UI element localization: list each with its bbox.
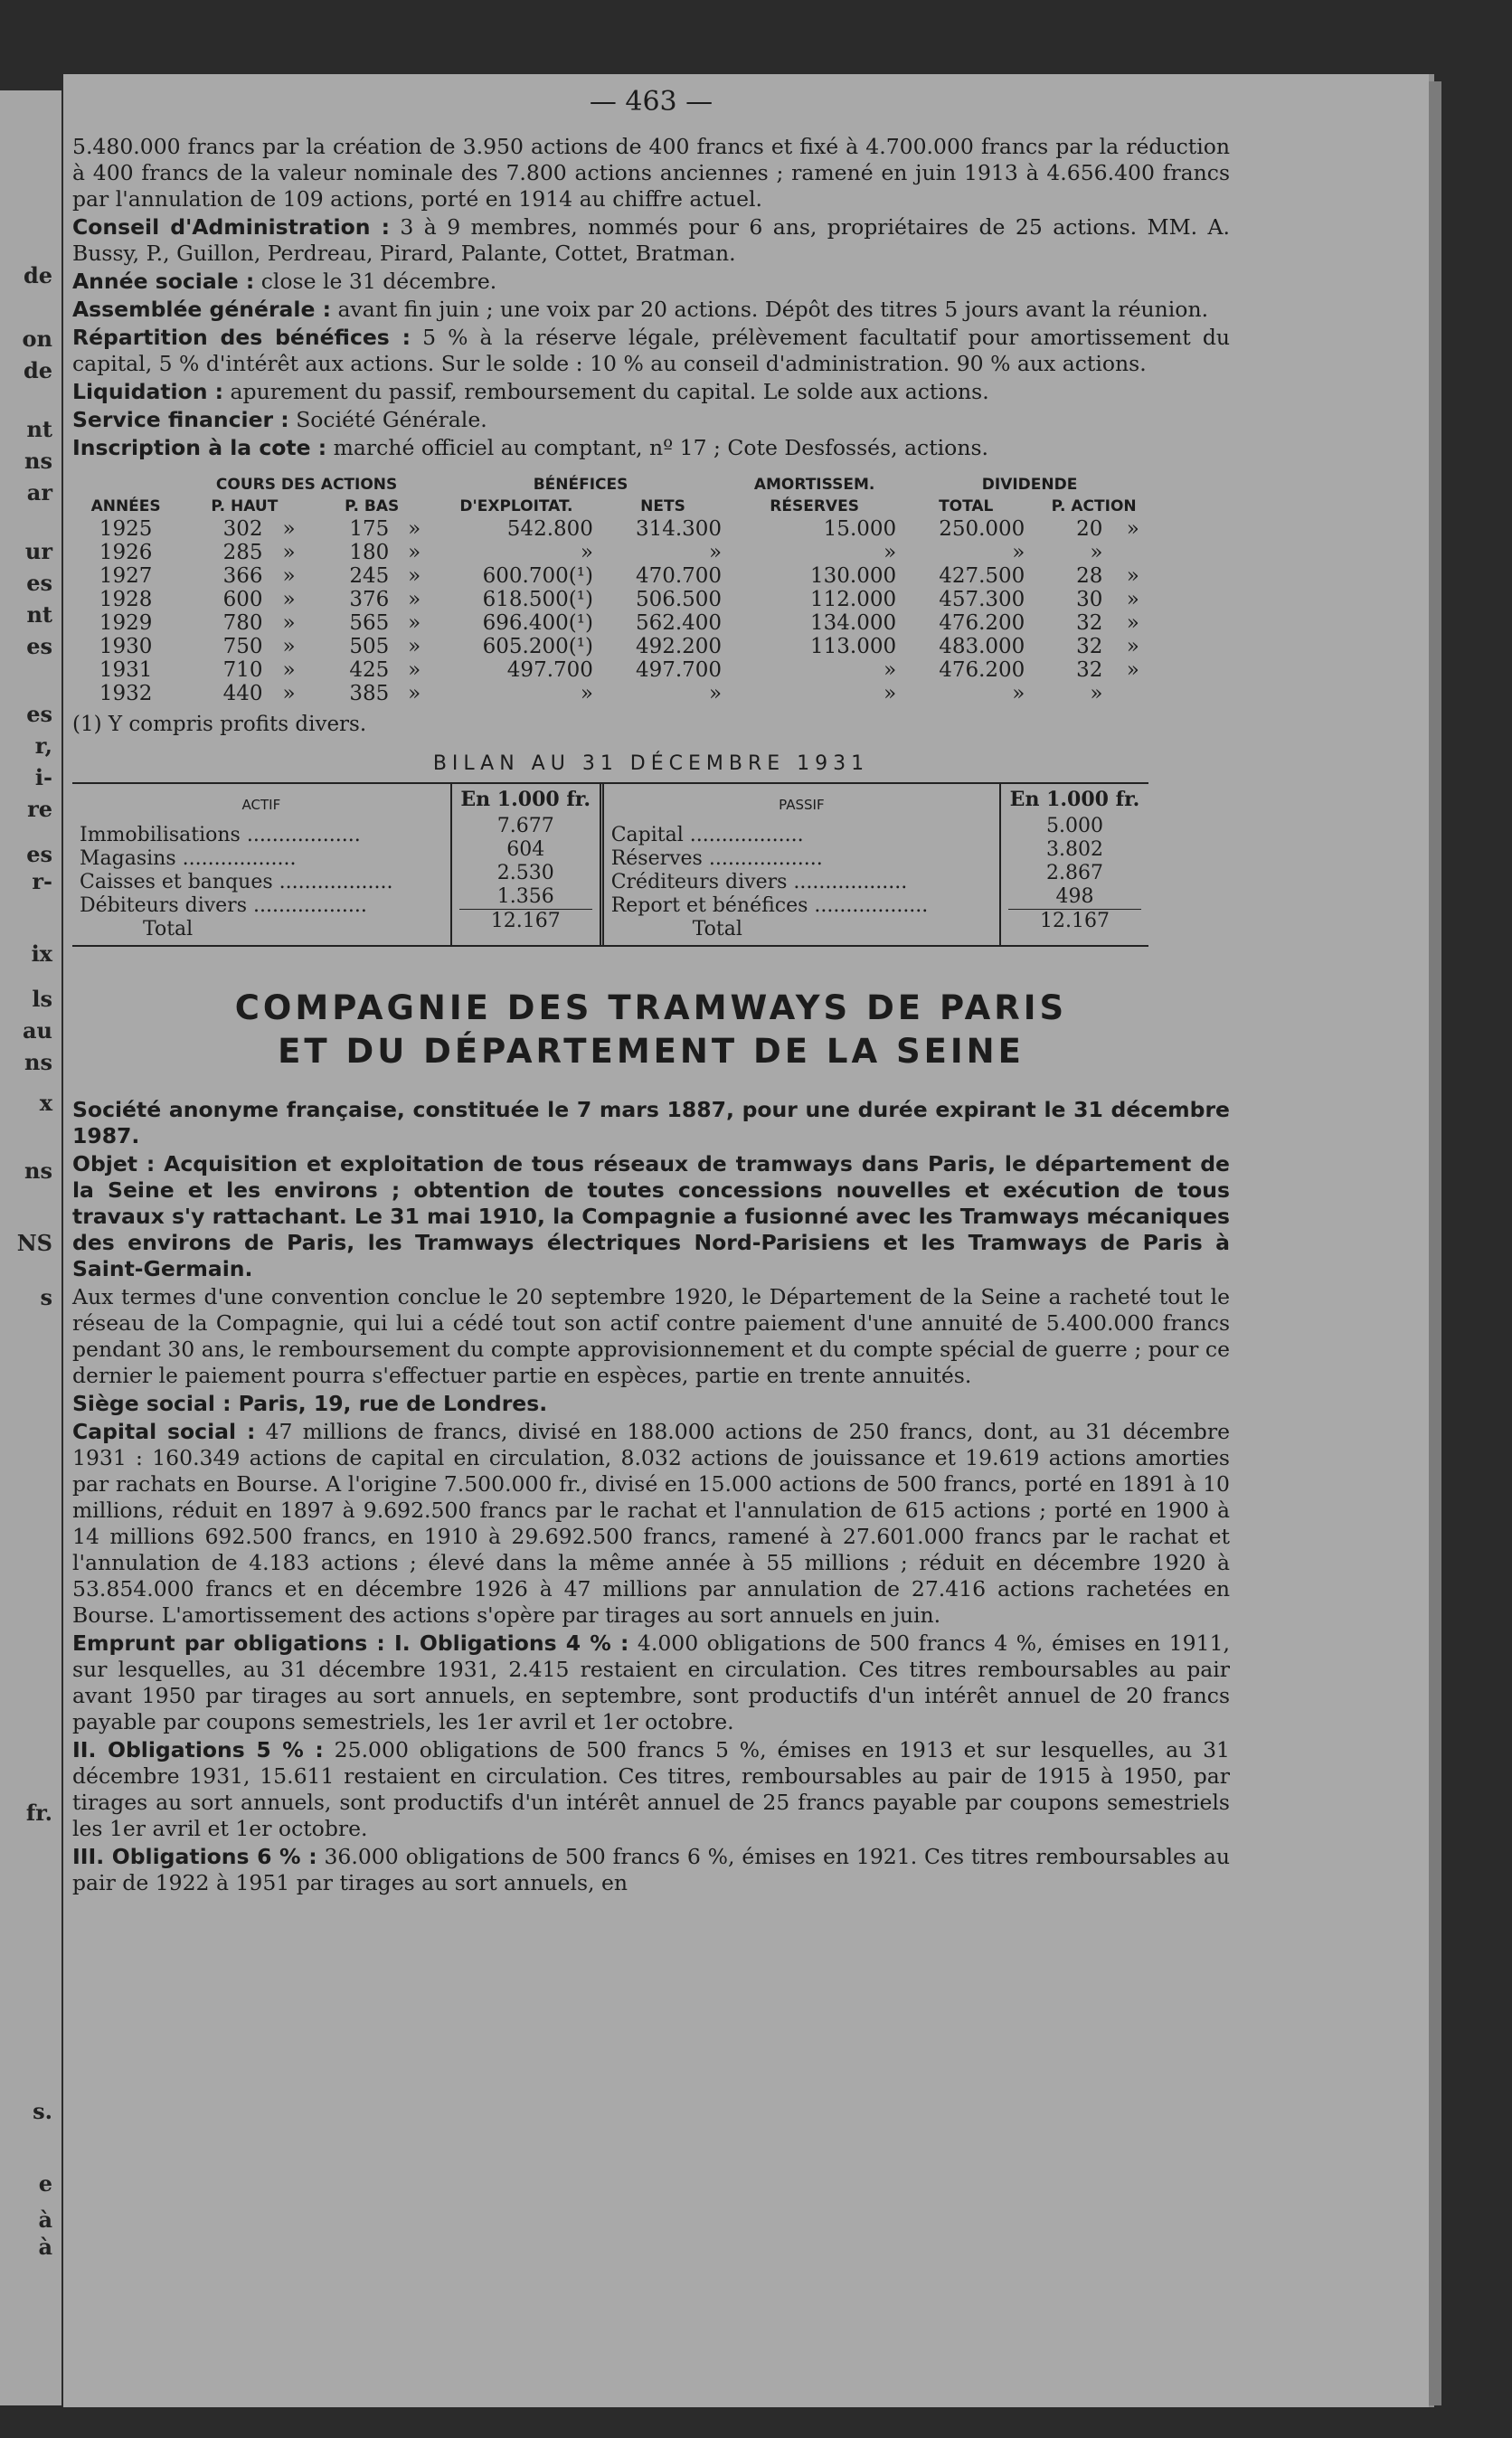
table-cell: 28 xyxy=(1076,564,1103,588)
paragraph-label: Service financier : xyxy=(72,407,289,432)
table-cell: » xyxy=(709,541,723,564)
actif-item-value: 604 xyxy=(506,838,545,861)
paragraph-label: III. Obligations 6 % : xyxy=(72,1844,317,1869)
table-cell: » xyxy=(580,682,593,705)
paragraph-label: Inscription à la cote : xyxy=(72,435,327,460)
table-cell: 600 xyxy=(222,588,263,611)
paragraph-label: Capital social : xyxy=(72,1419,256,1444)
actif-heading: ACTIF xyxy=(241,797,281,813)
paragraph xyxy=(72,407,1230,433)
paragraph-text: 36.000 obligations de 500 francs 6 %, émises en 1921. Ces titres remboursables au pair de 1922 à 1951 par tirages au sort annuels, en xyxy=(72,1844,1230,1895)
paragraph-label: Liquidation : xyxy=(72,379,224,404)
paragraph xyxy=(72,435,1230,461)
passif-item-label: Réserves .................. xyxy=(610,847,823,870)
table-cell: » xyxy=(282,588,296,611)
table-cell: » xyxy=(282,635,296,658)
table-cell: » xyxy=(282,564,296,588)
col-nets: NETS xyxy=(640,497,685,515)
left-page-fragment: re xyxy=(27,796,52,822)
table-cell: 250.000 xyxy=(939,517,1025,541)
paragraph-text: 25.000 obligations de 500 francs 5 %, émises en 1913 et sur lesquelles, au 31 décembre 1931, 15.611 restaient en circulation. Ces titres, remboursables au pair de 1915 à 1950, par tirages au sort annuels, sont productifs d'un intérêt annuel de 25 francs payable par coupons semestriels les 1er avril et 1er octobre. xyxy=(72,1737,1230,1841)
table-cell: 618.500(¹) xyxy=(482,588,593,611)
table-row xyxy=(72,658,1158,682)
col-annees: ANNÉES xyxy=(90,497,161,515)
page-edge xyxy=(1429,81,1441,2405)
left-page-fragment: on xyxy=(22,326,52,352)
left-page-fragment: s xyxy=(40,1284,52,1310)
actif-item-value: 2.530 xyxy=(496,862,554,884)
table-cell: 32 xyxy=(1076,658,1103,682)
table-cell: » xyxy=(1126,611,1139,635)
passif-item-value: 498 xyxy=(1055,885,1094,908)
passif-item-label: Capital .................. xyxy=(610,824,804,846)
paragraph xyxy=(72,269,1230,295)
table-cell: » xyxy=(1126,564,1139,588)
table-cell: 710 xyxy=(222,658,263,682)
paragraph-text: 47 millions de francs, divisé en 188.000 actions de 250 francs, dont, au 31 décembre 1931 : 160.349 actions de capital en circulation, 8.032 actions de jouissance et 19.619 actions amorties par rachats en Bourse. A l'origine 7.500.000 fr., divisé en 15.000 actions de 500 francs, porté en 1891 à 10 millions, réduit en 1897 à 9.692.500 francs par le rachat et l'annulation de 615 actions ; porté en 1900 à 14 millions 692.500 francs, en 1910 à 29.692.500 francs, ramené à 27.601.000 francs par le rachat et l'annulation de 4.183 actions ; élevé dans la même année à 55 millions ; réduit en décembre 1920 à 53.854.000 francs et en décembre 1926 à 47 millions par annulation de 27.416 actions rachetées en Bourse. L'amortissement des actions s'opère par tirages au sort annuels en juin. xyxy=(72,1419,1230,1628)
passif-item-value: 2.867 xyxy=(1046,862,1103,884)
paragraph-text: close le 31 décembre. xyxy=(254,269,497,294)
table-cell: 112.000 xyxy=(810,588,897,611)
left-page-fragment: de xyxy=(23,262,52,288)
table-cell: » xyxy=(1090,682,1103,705)
left-page-fragment: nt xyxy=(26,416,52,442)
group-amort: AMORTISSEM. xyxy=(753,476,875,494)
left-page-fragment: au xyxy=(23,1017,52,1044)
table-cell: 30 xyxy=(1076,588,1103,611)
paragraph-text: Société Générale. xyxy=(288,407,487,432)
table-cell: » xyxy=(884,541,897,564)
paragraph-label: Siège social : xyxy=(72,1391,232,1416)
left-page-fragment: x xyxy=(39,1090,52,1116)
left-page-fragment: ar xyxy=(26,479,52,506)
table-row xyxy=(72,588,1158,611)
table-cell: » xyxy=(884,658,897,682)
table-row xyxy=(72,517,1158,541)
table-cell: » xyxy=(408,517,421,541)
passif-item-value: 3.802 xyxy=(1046,838,1103,861)
balance-sheet xyxy=(72,782,1148,947)
actif-item-label: Caisses et banques .................. xyxy=(80,871,393,893)
col-pbas: P. BAS xyxy=(345,497,400,515)
left-page-fragment: ls xyxy=(32,986,52,1012)
left-page-fragment: ix xyxy=(31,940,52,967)
table-cell: 750 xyxy=(222,635,263,658)
table-cell: 506.500 xyxy=(635,588,723,611)
paragraph-label: Emprunt par obligations : I. Obligations 4 % : xyxy=(72,1630,629,1656)
table-cell: 696.400(¹) xyxy=(482,611,593,635)
table-cell: 302 xyxy=(222,517,263,541)
col-reserves: RÉSERVES xyxy=(770,497,859,515)
table-cell: » xyxy=(884,682,897,705)
table-cell: 565 xyxy=(349,611,390,635)
paragraph-label: Objet : xyxy=(72,1151,156,1176)
table-row xyxy=(72,564,1158,588)
table-cell: » xyxy=(408,564,421,588)
left-page-fragment: es xyxy=(26,633,52,659)
paragraph-label: II. Obligations 5 % : xyxy=(72,1737,324,1762)
left-page-fragment: s. xyxy=(33,2098,52,2124)
table-cell: 780 xyxy=(222,611,263,635)
actif-total-label: Total xyxy=(143,918,194,940)
actif-item-value: 7.677 xyxy=(496,815,554,837)
paragraph xyxy=(72,134,1230,213)
table-cell: 113.000 xyxy=(810,635,897,658)
paragraph-label: Conseil d'Administration : xyxy=(72,214,390,240)
paragraph xyxy=(72,1844,1230,1896)
col-phaut: P. HAUT xyxy=(211,497,279,515)
actif-values-column xyxy=(450,784,600,945)
left-page-fragment: e xyxy=(38,2170,52,2197)
table-cell: 15.000 xyxy=(823,517,897,541)
actif-item-label: Débiteurs divers .................. xyxy=(80,894,367,917)
table-cell: 314.300 xyxy=(635,517,723,541)
table-cell: 1928 xyxy=(99,588,153,611)
table-cell: » xyxy=(580,541,593,564)
table-row xyxy=(72,611,1158,635)
left-page-fragment: es xyxy=(26,570,52,596)
actif-item-label: Magasins .................. xyxy=(80,847,297,870)
group-cours: COURS DES ACTIONS xyxy=(215,476,398,494)
heading-line-2: ET DU DÉPARTEMENT DE LA SEINE xyxy=(278,1032,1025,1071)
table-cell: » xyxy=(408,611,421,635)
paragraph xyxy=(72,297,1230,323)
left-page-fragment: r- xyxy=(32,868,52,894)
left-page-fragment: NS xyxy=(16,1230,52,1256)
left-page-fragment: fr. xyxy=(25,1800,52,1826)
passif-total-label: Total xyxy=(692,918,742,940)
left-page-fragment: es xyxy=(26,701,52,727)
col-exploitat: D'EXPLOITAT. xyxy=(459,497,573,515)
table-cell: 376 xyxy=(349,588,390,611)
left-page-fragment: à xyxy=(38,2206,52,2233)
table-cell: » xyxy=(282,517,296,541)
left-page-fragment: ur xyxy=(24,538,52,564)
company-info-top xyxy=(72,134,1230,461)
passif-column xyxy=(600,784,999,945)
table-cell: » xyxy=(282,682,296,705)
page-number: — 463 — xyxy=(589,86,713,118)
table-cell: 385 xyxy=(349,682,390,705)
table-header xyxy=(72,496,1158,517)
table-cell: 1927 xyxy=(99,564,153,588)
table-cell: » xyxy=(282,658,296,682)
table-cell: » xyxy=(282,611,296,635)
passif-item-value: 5.000 xyxy=(1046,815,1103,837)
table-cell: 605.200(¹) xyxy=(482,635,593,658)
company-info-bottom xyxy=(72,1097,1230,1896)
table-cell: 285 xyxy=(222,541,263,564)
passif-item-label: Créditeurs divers .................. xyxy=(610,871,908,893)
actif-item-label: Immobilisations .................. xyxy=(80,824,361,846)
table-cell: » xyxy=(1090,541,1103,564)
table-cell xyxy=(1108,541,1158,564)
table-cell: 427.500 xyxy=(939,564,1025,588)
paragraph-text: apurement du passif, remboursement du capital. Le solde aux actions. xyxy=(223,379,989,404)
col-paction: P. ACTION xyxy=(1051,497,1137,515)
table-cell: 483.000 xyxy=(939,635,1025,658)
adjacent-page-strip xyxy=(0,90,61,2405)
passif-total-value: 12.167 xyxy=(1008,909,1141,932)
table-cell: 600.700(¹) xyxy=(482,564,593,588)
table-cell: 470.700 xyxy=(635,564,723,588)
paragraph xyxy=(72,1630,1230,1735)
table-row xyxy=(72,635,1158,658)
table-cell: 1932 xyxy=(99,682,153,705)
table-cell: 425 xyxy=(349,658,390,682)
table-cell: » xyxy=(1012,682,1025,705)
table-cell: » xyxy=(709,682,723,705)
actif-item-value: 1.356 xyxy=(496,885,554,908)
passif-heading: PASSIF xyxy=(779,797,825,813)
col-total: TOTAL xyxy=(939,497,994,515)
paragraph xyxy=(72,1151,1230,1282)
table-cell: » xyxy=(1012,541,1025,564)
table-cell: » xyxy=(1126,658,1139,682)
paragraph xyxy=(72,325,1230,377)
left-page-fragment: r, xyxy=(34,732,52,759)
paragraph-text: Paris, 19, rue de Londres. xyxy=(231,1391,548,1416)
group-dividende: DIVIDENDE xyxy=(981,476,1078,494)
table-cell: » xyxy=(408,635,421,658)
left-page-fragment: nt xyxy=(26,601,52,628)
table-cell: 1929 xyxy=(99,611,153,635)
paragraph-text: 5 % à la réserve légale, prélèvement facultatif pour amortissement du capital, 5 % d'intérêt aux actions. Sur le solde : 10 % au conseil d'administration. 90 % aux actions. xyxy=(72,325,1230,376)
table-cell: 32 xyxy=(1076,611,1103,635)
paragraph-label: Année sociale : xyxy=(72,269,255,294)
passif-values-column xyxy=(999,784,1148,945)
table-cell: 1931 xyxy=(99,658,153,682)
paragraph xyxy=(72,1419,1230,1629)
heading-line-1: COMPAGNIE DES TRAMWAYS DE PARIS xyxy=(234,988,1068,1027)
table-row xyxy=(72,541,1158,564)
table-cell: » xyxy=(408,682,421,705)
left-page-fragment: es xyxy=(26,841,52,867)
table-cell: 497.700 xyxy=(635,658,723,682)
paragraph xyxy=(72,1737,1230,1842)
actif-column xyxy=(72,784,450,945)
table-cell: » xyxy=(408,658,421,682)
passif-item-label: Report et bénéfices .................. xyxy=(610,894,929,917)
table-cell: » xyxy=(282,541,296,564)
table-cell: 497.700 xyxy=(506,658,593,682)
paragraph xyxy=(72,1391,1230,1417)
table-cell: 476.200 xyxy=(939,658,1025,682)
table-cell: » xyxy=(408,541,421,564)
paragraph xyxy=(72,379,1230,405)
paragraph-text: Acquisition et exploitation de tous réseaux de tramways dans Paris, le département de la Seine et les environs ; obtention de toutes concessions nouvelles et exécution de tous travaux s'y rattachant. Le 31 mai 1910, la Compagnie a fusionné avec les Tramways mécaniques des environs de Paris, les Tramways électriques Nord-Parisiens et les Tramways de Paris à Saint-Germain. xyxy=(72,1151,1230,1281)
table-cell: 1925 xyxy=(99,517,153,541)
paragraph xyxy=(72,1284,1230,1389)
table-cell: 1930 xyxy=(99,635,153,658)
paragraph-text: Aux termes d'une convention conclue le 20 septembre 1920, le Département de la Seine a racheté tout le réseau de la Compagnie, qui lui a cédé tout son actif contre paiement d'une annuité de 5.400.000 francs pendant 30 ans, le remboursement du compte approvisionnement et du compte spécial de guerre ; pour ce dernier le paiement pourra s'effectuer partie en espèces, partie en trente annuités. xyxy=(72,1284,1230,1388)
table-row xyxy=(72,682,1158,705)
table-cell: 366 xyxy=(222,564,263,588)
table-group-header xyxy=(72,474,1158,496)
table-cell: 457.300 xyxy=(939,588,1025,611)
table-cell: 562.400 xyxy=(635,611,723,635)
paragraph-label: Assemblée générale : xyxy=(72,297,331,322)
bilan-title: BILAN AU 31 DÉCEMBRE 1931 xyxy=(432,752,870,775)
paragraph-text: 3 à 9 membres, nommés pour 6 ans, propriétaires de 25 actions. MM. A. Bussy, P., Guillon, Perdreau, Pirard, Palante, Cottet, Bratman. xyxy=(72,214,1230,266)
paragraph-text: 5.480.000 francs par la création de 3.950 actions de 400 francs et fixé à 4.700.000 francs par la réduction à 400 francs de la valeur nominale des 7.800 actions anciennes ; ramené en juin 1913 à 4.656.400 francs par l'annulation de 109 actions, porté en 1914 au chiffre actuel. xyxy=(72,134,1230,212)
group-benefices: BÉNÉFICES xyxy=(533,476,628,494)
table-cell: » xyxy=(408,588,421,611)
paragraph-text: marché officiel au comptant, nº 17 ; Cote Desfossés, actions. xyxy=(326,435,988,460)
table-cell: 492.200 xyxy=(635,635,723,658)
table-cell: 32 xyxy=(1076,635,1103,658)
left-page-fragment: de xyxy=(23,357,52,383)
table-cell: 130.000 xyxy=(810,564,897,588)
table-cell: 20 xyxy=(1076,517,1103,541)
table-cell: » xyxy=(1126,588,1139,611)
table-cell: 134.000 xyxy=(810,611,897,635)
table-cell: » xyxy=(1126,517,1139,541)
actif-unit: En 1.000 fr. xyxy=(460,788,591,811)
left-page-fragment: i- xyxy=(34,764,52,790)
paragraph-label: Répartition des bénéfices : xyxy=(72,325,411,350)
table-footnote: (1) Y compris profits divers. xyxy=(72,713,367,736)
paragraph-text: Société anonyme française, constituée le 7 mars 1887, pour une durée expirant le 31 décembre 1987. xyxy=(72,1097,1230,1148)
history-table xyxy=(72,474,1158,705)
passif-unit: En 1.000 fr. xyxy=(1009,788,1140,811)
table-cell xyxy=(1108,682,1158,705)
table-cell: 1926 xyxy=(99,541,153,564)
table-cell: 476.200 xyxy=(939,611,1025,635)
company-heading xyxy=(72,987,1230,1073)
page-content xyxy=(72,86,1230,1896)
table-cell: 440 xyxy=(222,682,263,705)
left-page-fragment: ns xyxy=(24,1158,52,1184)
table-cell: 542.800 xyxy=(506,517,593,541)
actif-total-value: 12.167 xyxy=(459,909,592,932)
left-page-fragment: à xyxy=(38,2234,52,2260)
table-cell: 505 xyxy=(349,635,390,658)
paragraph-text: 4.000 obligations de 500 francs 4 %, émises en 1911, sur lesquelles, au 31 décembre 1931, 2.415 restaient en circulation. Ces titres remboursables au pair avant 1950 par tirages au sort annuels, en septembre, sont productifs d'un intérêt annuel de 20 francs payable par coupons semestriels, les 1er avril et 1er octobre. xyxy=(72,1630,1230,1734)
left-page-fragment: ns xyxy=(24,448,52,474)
paragraph xyxy=(72,1097,1230,1149)
table-cell: 175 xyxy=(349,517,390,541)
paragraph xyxy=(72,214,1230,267)
left-page-fragment: ns xyxy=(24,1049,52,1075)
table-cell: » xyxy=(1126,635,1139,658)
table-cell: 245 xyxy=(349,564,390,588)
table-cell: 180 xyxy=(349,541,390,564)
paragraph-text: avant fin juin ; une voix par 20 actions. Dépôt des titres 5 jours avant la réunion. xyxy=(330,297,1209,322)
